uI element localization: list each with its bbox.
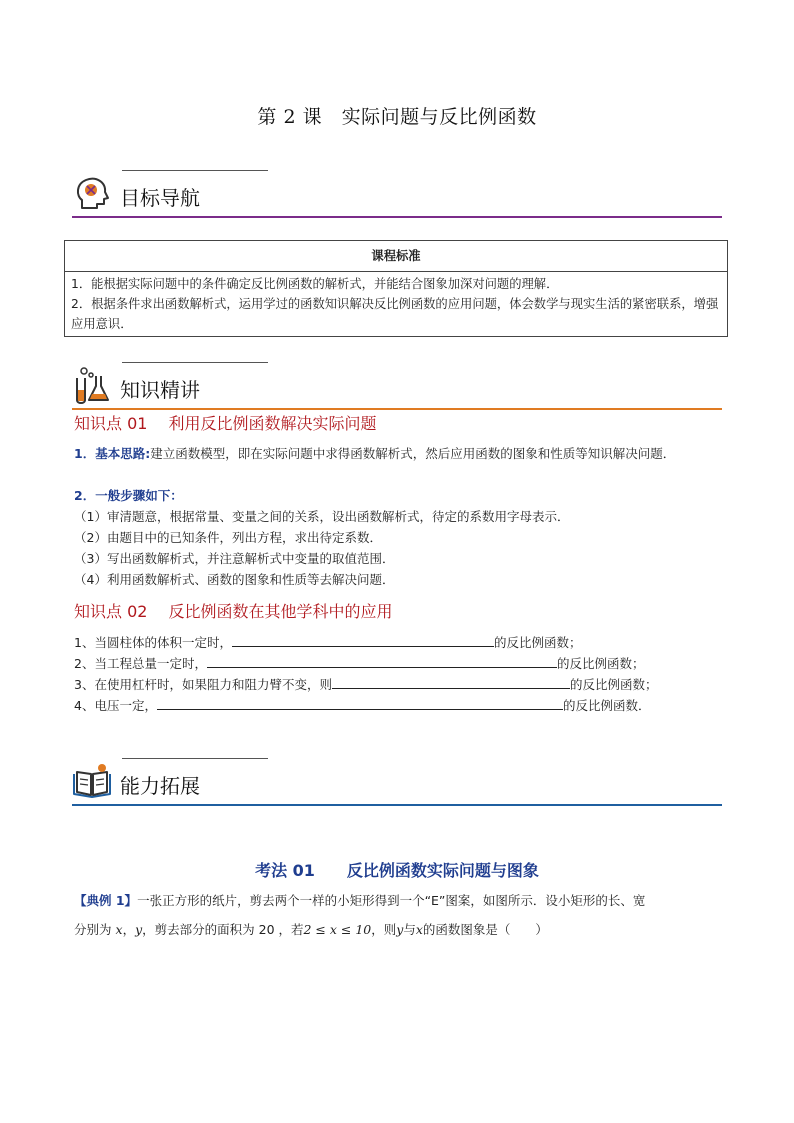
kp2-item-prefix: 2、当工程总量一定时， xyxy=(74,656,207,671)
kp2-item xyxy=(74,653,644,674)
kp1-steps-label: 2．一般步骤如下： xyxy=(74,488,183,503)
kp2-title: 知识点 02 反比例函数在其他学科中的应用 xyxy=(74,602,393,621)
kp2-item-prefix: 4、电压一定， xyxy=(74,698,157,713)
text: ，则 xyxy=(371,922,397,937)
kp1-idea-text: 建立函数模型，即在实际问题中求得函数解析式，然后应用函数的图象和性质等知识解决问题． xyxy=(150,446,676,461)
kp2-item-suffix: 的反比例函数； xyxy=(569,677,658,692)
section-header-ability xyxy=(72,758,722,806)
kp2-item xyxy=(74,695,650,716)
example-line1: 一张正方形的纸片，剪去两个一样的小矩形得到一个“E”图案，如图所示．设小矩形的长、宽 xyxy=(137,893,646,908)
header-top-line xyxy=(122,362,268,363)
math-var: x xyxy=(415,922,423,937)
kp1-step: （4）利用函数解析式、函数的图象和性质等去解决问题． xyxy=(74,572,395,587)
kp1-idea-label: 1．基本思路: xyxy=(74,446,151,461)
math-inequality: 2 ≤ x ≤ 10 xyxy=(303,922,372,937)
kp2-item xyxy=(74,632,581,653)
answer-blank[interactable] xyxy=(157,695,563,710)
kp1-step: （1）审清题意，根据常量、变量之间的关系，设出函数解析式，待定的系数用字母表示． xyxy=(74,509,570,524)
math-var: y xyxy=(135,922,143,937)
text: ，剪去部分的面积为 20 ，若 xyxy=(142,922,304,937)
text: 与 xyxy=(403,922,416,937)
example-question-line2 xyxy=(74,919,734,940)
standard-item: 2．根据条件求出函数解析式，运用学过的函数知识解决反比例函数的应用问题，体会数学与现实生活的紧密联系，增强应用意识． xyxy=(71,297,719,331)
exam-title: 考法 01 反比例函数实际问题与图象 xyxy=(255,861,539,880)
section-rule xyxy=(72,408,722,410)
text: 分别为 xyxy=(74,922,112,937)
header-top-line xyxy=(122,170,268,171)
answer-blank[interactable] xyxy=(332,674,570,689)
math-var: y xyxy=(396,922,404,937)
kp2-item-suffix: 的反比例函数； xyxy=(493,635,582,650)
standard-item: 1．能根据实际问题中的条件确定反比例函数的解析式，并能结合图象加深对问题的理解． xyxy=(71,277,559,291)
kp1-step: （2）由题目中的已知条件，列出方程，求出待定系数． xyxy=(74,530,382,545)
kp2-item-suffix: 的反比例函数； xyxy=(556,656,645,671)
section-rule xyxy=(72,804,722,806)
text: ， xyxy=(122,922,136,937)
table-cell-standards xyxy=(65,272,728,337)
section-title-knowledge: 知识精讲 xyxy=(120,378,200,402)
math-var: x xyxy=(115,922,123,937)
kp1-idea xyxy=(74,443,724,464)
section-header-goal xyxy=(72,170,722,218)
header-top-line xyxy=(122,758,268,759)
kp1-title: 知识点 01 利用反比例函数解决实际问题 xyxy=(74,414,377,433)
example-label: 【典例 1】 xyxy=(74,893,138,908)
kp2-item-prefix: 1、当圆柱体的体积一定时， xyxy=(74,635,232,650)
answer-blank[interactable] xyxy=(232,632,494,647)
example-question xyxy=(74,890,734,911)
kp2-item xyxy=(74,674,657,695)
kp2-item-suffix: 的反比例函数． xyxy=(562,698,651,713)
section-title-goal: 目标导航 xyxy=(120,186,200,210)
section-title-ability: 能力拓展 xyxy=(120,774,200,798)
section-rule xyxy=(72,216,722,218)
kp1-step: （3）写出函数解析式，并注意解析式中变量的取值范围． xyxy=(74,551,395,566)
text: 的函数图象是（ ） xyxy=(422,922,548,937)
section-header-knowledge xyxy=(72,362,722,410)
lab-flask-icon xyxy=(72,366,112,406)
table-header: 课程标准 xyxy=(65,241,728,272)
page-title: 第 2 课 实际问题与反比例函数 xyxy=(257,106,537,128)
open-book-icon xyxy=(72,762,112,802)
answer-blank[interactable] xyxy=(207,653,557,668)
course-standards-table xyxy=(64,240,728,337)
kp2-item-prefix: 3、在使用杠杆时，如果阻力和阻力臂不变，则 xyxy=(74,677,332,692)
head-brain-icon xyxy=(72,174,112,214)
